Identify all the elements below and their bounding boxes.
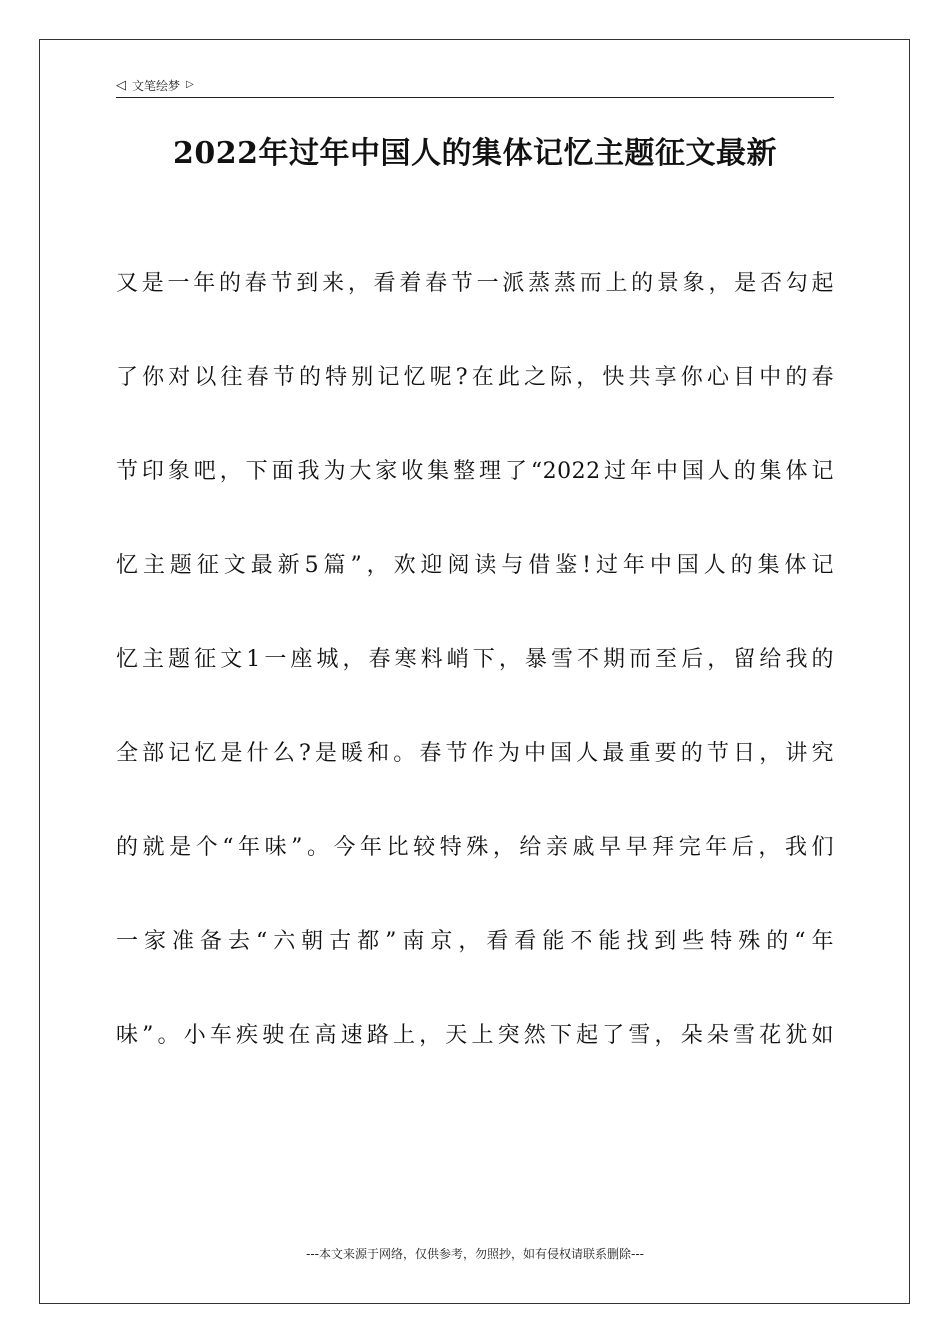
body-line: 味”。小车疾驶在高速路上，天上突然下起了雪，朵朵雪花犹如: [116, 1023, 834, 1048]
document-body: [116, 262, 834, 1108]
body-line: 的就是个“年味”。今年比较特殊，给亲戚早早拜完年后，我们: [116, 835, 834, 860]
document-title: 2022年过年中国人的集体记忆主题征文最新: [173, 136, 777, 171]
body-line: 忆主题征文最新5篇”，欢迎阅读与借鉴!过年中国人的集体记: [116, 553, 834, 578]
triangle-left-icon: ◁: [116, 77, 126, 93]
body-line: 一家准备去“六朝古都”南京，看看能不能找到些特殊的“年: [116, 929, 834, 954]
header-text: 文笔绘梦: [132, 78, 181, 93]
header-divider: [116, 97, 834, 98]
triangle-right-icon: ▷: [186, 79, 194, 90]
page-header: [116, 74, 194, 96]
body-line: 全部记忆是什么?是暖和。春节作为中国人最重要的节日，讲究: [116, 741, 834, 766]
body-line: 又是一年的春节到来，看着春节一派蒸蒸而上的景象，是否勾起: [116, 271, 834, 296]
page-footer: ---本文来源于网络，仅供参考，勿照抄，如有侵权请联系删除---: [306, 1247, 644, 1261]
body-line: 忆主题征文1一座城，春寒料峭下，暴雪不期而至后，留给我的: [116, 647, 834, 672]
body-line: 节印象吧，下面我为大家收集整理了“2022过年中国人的集体记: [116, 459, 834, 484]
body-line: 了你对以往春节的特别记忆呢?在此之际，快共享你心目中的春: [116, 365, 834, 390]
